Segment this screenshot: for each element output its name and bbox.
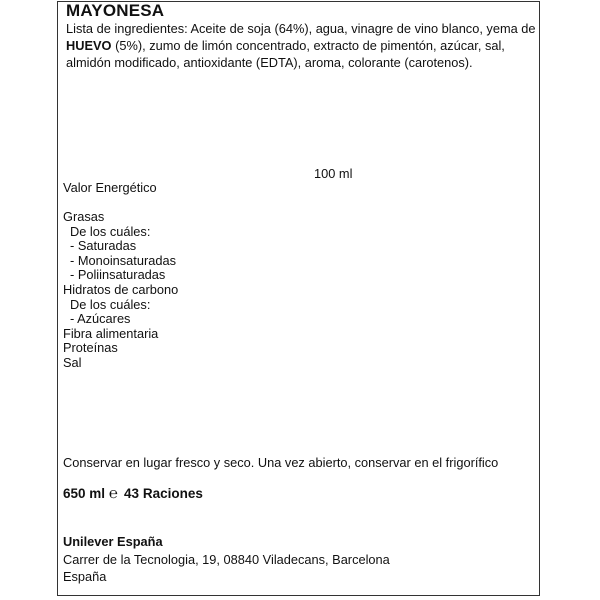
nutrition-row-label: - Monoinsaturadas: [70, 253, 176, 268]
nutrition-row-label: - Saturadas: [70, 238, 137, 253]
ingredients-prefix: Lista de ingredientes: Aceite de soja (64%), agua, vinagre de vino blanco, yema de: [66, 21, 536, 36]
servings-count: 43 Raciones: [124, 486, 203, 501]
nutrition-energy-label: Valor Energético: [63, 180, 157, 195]
quantity-line: [63, 486, 203, 501]
address-line: Carrer de la Tecnologia, 19, 08840 Viladecans, Barcelona: [63, 552, 390, 567]
company-name: Unilever España: [63, 534, 163, 549]
nutrition-row-label: - Poliinsaturadas: [70, 267, 166, 282]
storage-instructions: Conservar en lugar fresco y seco. Una vez abierto, conservar en el frigorífico: [63, 455, 499, 470]
nutrition-row-label: - Azúcares: [70, 311, 131, 326]
nutrition-row-label: Sal: [63, 355, 82, 370]
nutrition-row-label: De los cuáles:: [70, 297, 151, 312]
nutrition-row-label: Fibra alimentaria: [63, 326, 159, 341]
estimated-sign-icon: ℮: [109, 484, 119, 502]
net-volume: 650 ml: [63, 486, 106, 501]
ingredients-allergen: HUEVO: [66, 38, 112, 53]
nutrition-row-label: Proteínas: [63, 340, 118, 355]
ingredients-text: [66, 20, 538, 71]
product-title: MAYONESA: [66, 1, 165, 20]
company-address: [63, 551, 390, 585]
nutrition-row-label: Grasas: [63, 209, 105, 224]
nutrition-row-label: De los cuáles:: [70, 224, 151, 239]
nutrition-row-label: Hidratos de carbono: [63, 282, 179, 297]
nutrition-header: 100 ml: [314, 166, 353, 181]
address-country: España: [63, 569, 107, 584]
ingredients-suffix: (5%), zumo de limón concentrado, extracto de pimentón, azúcar, sal, almidón modificado, antioxidante (EDTA), aroma, colorante (carotenos).: [66, 38, 505, 70]
